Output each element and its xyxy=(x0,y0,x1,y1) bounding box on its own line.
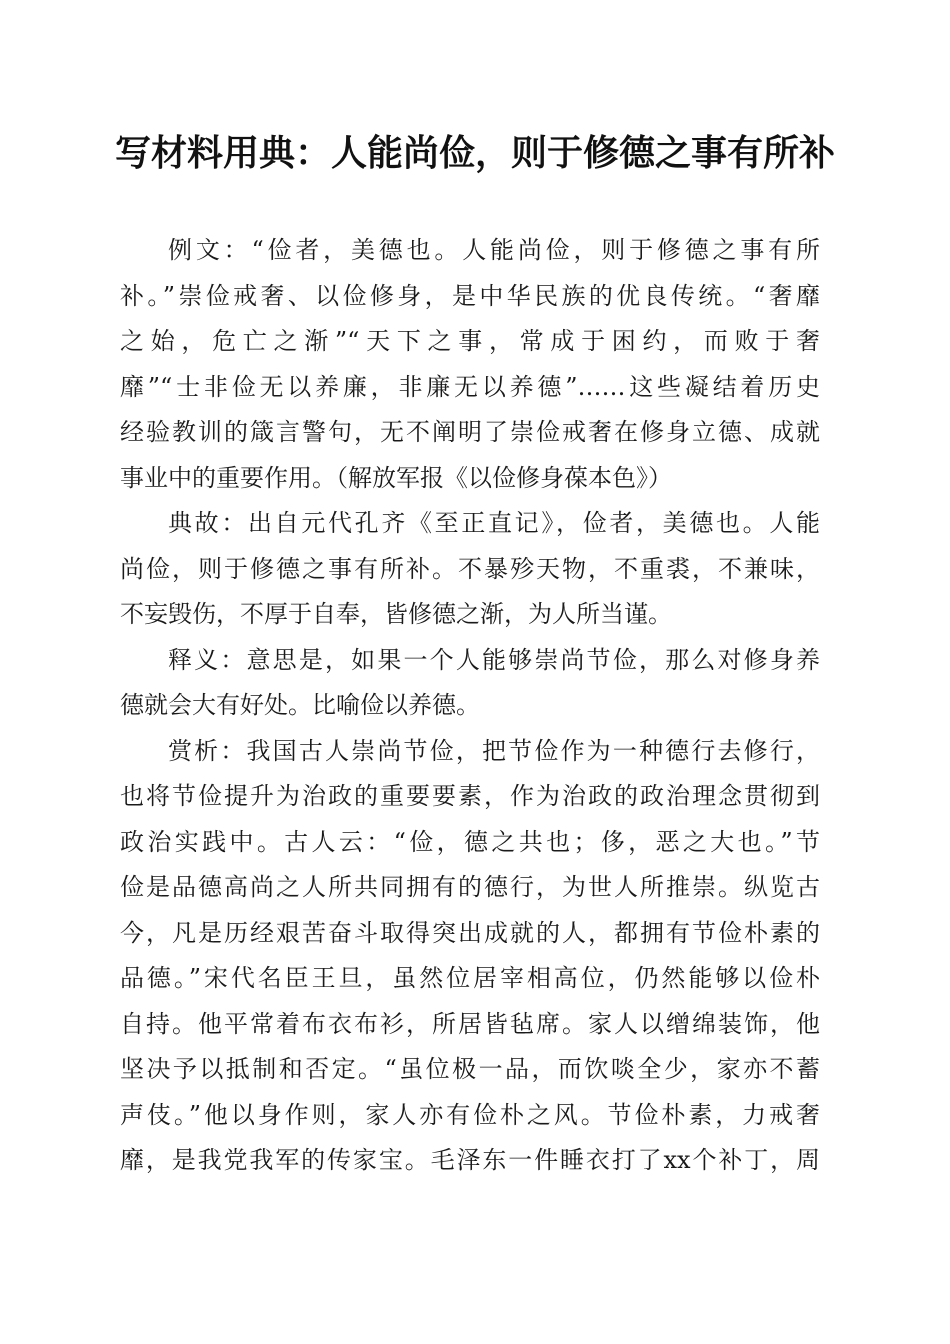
text-line: 释义：意思是，如果一个人能够崇尚节俭，那么对修身养 xyxy=(168,645,820,674)
paragraph-meaning xyxy=(120,638,820,729)
text-line: 德就会大有好处。比喻俭以养德。 xyxy=(120,691,480,719)
text-line: 赏析：我国古人崇尚节俭，把节俭作为一种德行去修行， xyxy=(168,736,820,765)
text-line: 品德。”宋代名臣王旦，虽然位居宰相高位，仍然能够以俭朴 xyxy=(120,964,820,992)
paragraph-analysis xyxy=(120,729,820,1184)
text-line: 典故：出自元代孔齐《至正直记》，俭者，美德也。人能 xyxy=(168,509,820,537)
text-line: 坚决予以抵制和否定。“虽位极一品，而饮啖全少，家亦不蓄 xyxy=(120,1055,820,1083)
text-line: 事业中的重要作用。（解放军报《以俭修身葆本色》） xyxy=(120,463,672,492)
text-line: 今，凡是历经艰苦奋斗取得突出成就的人，都拥有节俭朴素的 xyxy=(120,918,820,947)
text-line: 不妄毁伤，不厚于自奉，皆修德之渐，为人所当谨。 xyxy=(120,600,672,628)
text-line: 补。”崇俭戒奢、以俭修身，是中华民族的优良传统。“奢靡 xyxy=(120,281,820,310)
paragraph-allusion xyxy=(120,501,820,638)
text-line: 尚俭，则于修德之事有所补。不暴殄天物，不重裘，不兼味， xyxy=(120,554,820,583)
document-title: 写材料用典：人能尚俭，则于修德之事有所补 xyxy=(114,132,835,174)
text-line: 自持。他平常着布衣布衫，所居皆毡席。家人以缯绵装饰，他 xyxy=(120,1009,820,1038)
text-line: 例文：“俭者，美德也。人能尚俭，则于修德之事有所 xyxy=(168,236,820,264)
text-line: 政治实践中。古人云：“俭，德之共也；侈，恶之大也。”节 xyxy=(120,827,820,856)
text-line: 之始，危亡之渐”“天下之事，常成于困约，而败于奢 xyxy=(120,327,820,355)
text-line: 靡”“士非俭无以养廉，非廉无以养德”……这些凝结着历史 xyxy=(120,372,820,401)
text-line: 经验教训的箴言警句，无不阐明了崇俭戒奢在修身立德、成就 xyxy=(120,418,820,446)
text-line: 俭是品德高尚之人所共同拥有的德行，为世人所推崇。纵览古 xyxy=(120,873,820,901)
paragraph-example xyxy=(120,228,820,501)
text-line: 靡，是我党我军的传家宝。毛泽东一件睡衣打了xx个补丁，周 xyxy=(120,1146,820,1174)
text-line: 也将节俭提升为治政的重要要素，作为治政的政治理念贯彻到 xyxy=(120,782,820,810)
document-body xyxy=(120,228,820,1184)
text-line: 声伎。”他以身作则，家人亦有俭朴之风。节俭朴素，力戒奢 xyxy=(120,1100,820,1129)
